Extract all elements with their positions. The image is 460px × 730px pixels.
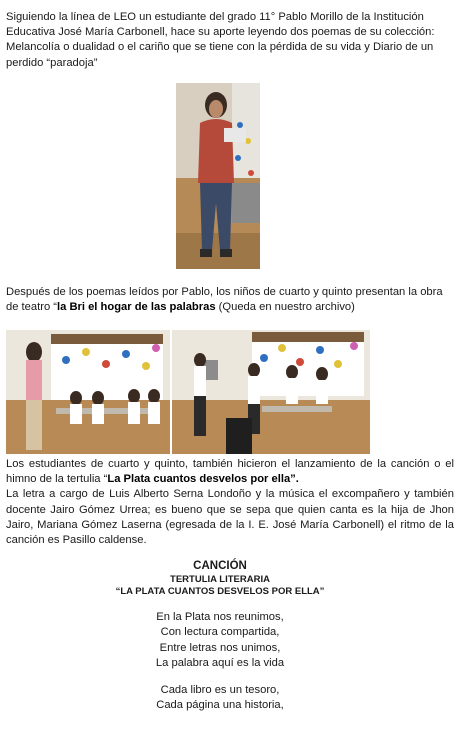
verse-line: Cada página una historia, — [156, 699, 284, 712]
verse-line: En la Plata nos reunimos, — [156, 611, 284, 623]
photo-play-left — [6, 330, 170, 454]
song-text-after: La letra a cargo de Luis Alberto Serna Londoño y la música el excompañero y también docente Jairo Gómez Urrea; es bueno que se sepa que quien canta es la hija de Jhon Jairo, Mariana Gómez Laserna (egresada de la I. E. José María Carbonell) el ritmo de la canción es Pasillo caldense. — [6, 488, 454, 547]
verse-line: Cada libro es un tesoro, — [160, 684, 280, 696]
play-text-after: (Queda en nuestro archivo) — [215, 301, 355, 314]
stanza-2 — [0, 683, 440, 714]
song-heading: CANCIÓN — [193, 560, 247, 572]
verse-line: Con lectura compartida, — [160, 626, 280, 639]
photo-student-reading — [176, 83, 260, 269]
verse-line: La palabra aquí es la vida — [155, 657, 285, 670]
song-subheading-2: “LA PLATA CUANTOS DESVELOS POR ELLA” — [115, 586, 325, 597]
photo-play-right — [172, 330, 370, 454]
verse-line: Entre letras nos unimos, — [159, 641, 281, 654]
play-text-before: Después de los poemas leídos por Pablo, los niños de cuarto y quinto presentan la obra de teatro “ — [6, 286, 443, 314]
play-paragraph — [6, 285, 454, 315]
stanza-1 — [0, 610, 440, 672]
song-name: La Plata cuantos desvelos por ella”. — [107, 473, 299, 486]
song-text-before: Los estudiantes de cuarto y quinto, también hicieron el lanzamiento de la canción o el himno de la tertulia “ — [6, 458, 454, 486]
song-paragraph — [6, 457, 454, 548]
song-subheading-1: TERTULIA LITERARIA — [170, 574, 270, 585]
play-title: la Bri el hogar de las palabras — [57, 301, 216, 314]
intro-paragraph: Siguiendo la línea de LEO un estudiante del grado 11° Pablo Morillo de la Institución Educativa José María Carbonell, hace su aporte leyendo dos poemas de su colección: Melancolía o dualidad o el cariño que se tiene con la pérdida de su vida y Diario de un perdido “paradoja” — [6, 11, 435, 69]
